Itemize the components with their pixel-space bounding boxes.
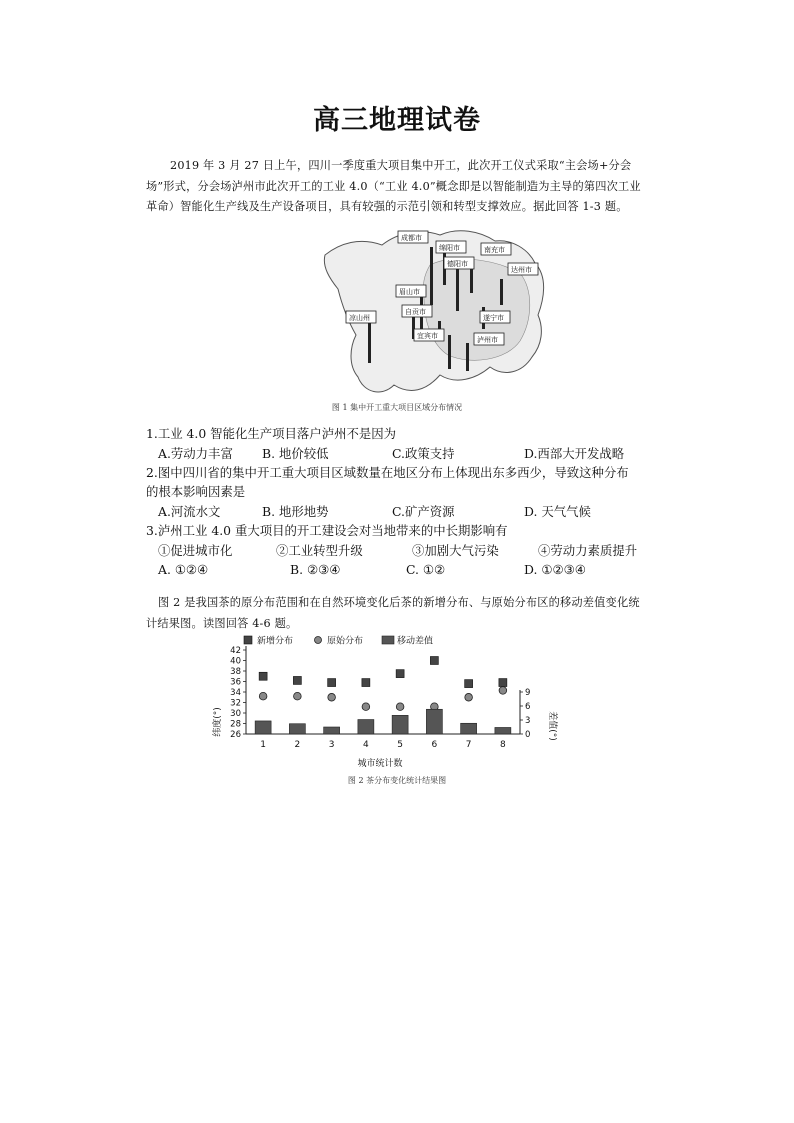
- x-tick-label: 8: [500, 740, 506, 750]
- chart-marks: [255, 657, 511, 735]
- project-bar: [456, 269, 459, 311]
- city-label-mianyang: [436, 241, 466, 253]
- original-distribution-point: [465, 693, 473, 701]
- city-label-deyang: [444, 257, 474, 269]
- question-3-option-c: C. ①②: [406, 562, 446, 577]
- y-tick-label-left: 36: [230, 677, 241, 688]
- diff-bar: [255, 721, 271, 734]
- chart-legend: [244, 635, 433, 647]
- svg-text:成都市: 成都市: [401, 234, 422, 242]
- project-bar: [466, 343, 469, 371]
- city-label-dazhou: [508, 263, 538, 275]
- y-tick-label-right: 3: [525, 716, 531, 726]
- new-distribution-point: [430, 657, 438, 665]
- figure-2-intro: 图 2 是我国茶的原分布范围和在自然环境变化后茶的新增分布、与原始分布区的移动差值变化统计结果图。读图回答 4-6 题。: [146, 596, 640, 630]
- x-tick-label: 6: [431, 740, 438, 750]
- svg-text:南充市: 南充市: [484, 246, 505, 254]
- project-bar: [500, 279, 503, 305]
- question-3-option-d: D. ①②③④: [524, 562, 586, 577]
- question-2-text-line2: 的根本影响因素是: [146, 484, 246, 499]
- diff-bar: [392, 715, 408, 734]
- sichuan-project-map: [320, 225, 550, 400]
- chart-axes: [230, 646, 530, 750]
- legend-marker-bar: [382, 636, 394, 644]
- svg-text:自贡市: 自贡市: [405, 308, 426, 316]
- y-tick-label-left: 38: [230, 667, 241, 677]
- svg-text:泸州市: 泸州市: [477, 336, 498, 344]
- question-2-option-d: D. 天气气候: [524, 504, 591, 519]
- original-distribution-point: [259, 692, 267, 700]
- original-distribution-point: [328, 693, 336, 701]
- question-1-option-a: A.劳动力丰富: [158, 446, 233, 461]
- city-label-chengdu: [398, 231, 428, 243]
- question-1-option-d: D.西部大开发战略: [524, 446, 625, 461]
- x-tick-label: 1: [260, 740, 266, 750]
- question-3-text: 3.泸州工业 4.0 重大项目的开工建设会对当地带来的中长期影响有: [146, 523, 508, 538]
- question-3-item-3: ③加剧大气污染: [412, 543, 499, 558]
- y-tick-label-left: 42: [230, 646, 241, 656]
- legend-marker-circle: [315, 637, 322, 644]
- y-tick-label-left: 32: [230, 698, 241, 709]
- svg-text:绵阳市: 绵阳市: [439, 244, 460, 252]
- diff-bar: [324, 727, 340, 734]
- svg-text:德阳市: 德阳市: [447, 260, 468, 268]
- svg-text:宜宾市: 宜宾市: [417, 332, 438, 340]
- y-tick-label-right: 9: [525, 688, 531, 698]
- y-tick-label-left: 26: [230, 730, 241, 740]
- svg-text:凉山州: 凉山州: [349, 314, 370, 322]
- y-axis-label-left: 纬度(°): [213, 707, 223, 737]
- y-tick-label-right: 6: [525, 702, 531, 712]
- x-tick-label: 7: [465, 740, 472, 750]
- y-tick-label-right: 0: [525, 730, 531, 740]
- svg-text:遂宁市: 遂宁市: [483, 314, 504, 322]
- y-tick-label-left: 34: [230, 688, 241, 698]
- y-tick-label-left: 30: [230, 709, 241, 719]
- question-2-option-b: B. 地形地势: [262, 504, 329, 519]
- legend-label: 原始分布: [327, 636, 364, 647]
- original-distribution-point: [294, 692, 302, 700]
- y-tick-label-left: 40: [230, 656, 241, 667]
- new-distribution-point: [465, 680, 473, 688]
- project-bar: [448, 335, 451, 369]
- city-label-liangshan: [346, 311, 376, 323]
- svg-text:眉山市: 眉山市: [399, 288, 420, 296]
- chart-caption: 图 2 茶分布变化统计结果图: [347, 776, 447, 785]
- question-1-option-b: B. 地价较低: [262, 446, 329, 461]
- x-tick-label: 5: [397, 740, 403, 750]
- city-label-meishan: [396, 285, 426, 297]
- y-axis-label-right: 差值(°): [547, 711, 557, 741]
- legend-label: 移动差值: [397, 636, 434, 647]
- question-2-option-a: A.河流水文: [158, 504, 221, 519]
- new-distribution-point: [259, 672, 267, 680]
- question-3-option-b: B. ②③④: [290, 562, 341, 577]
- diff-bar: [495, 727, 511, 734]
- x-tick-label: 2: [294, 740, 301, 750]
- map-caption: 图 1 集中开工重大项目区域分布情况: [331, 403, 463, 412]
- city-label-suining: [480, 311, 510, 323]
- tea-distribution-chart: [210, 634, 560, 774]
- svg-text:达州市: 达州市: [511, 266, 532, 274]
- y-tick-label-left: 28: [230, 719, 241, 730]
- question-3-item-1: ①促进城市化: [158, 543, 233, 558]
- original-distribution-point: [396, 703, 404, 711]
- x-tick-label: 4: [363, 740, 369, 750]
- city-label-yibin: [414, 329, 444, 341]
- original-distribution-point: [499, 687, 507, 695]
- x-axis-label: 城市统计数: [357, 759, 403, 769]
- diff-bar: [358, 720, 374, 734]
- page-title: 高三地理试卷: [313, 105, 481, 136]
- city-label-luzhou: [474, 333, 504, 345]
- diff-bar: [461, 723, 477, 734]
- city-label-nanchong: [481, 243, 511, 255]
- x-tick-label: 3: [328, 740, 335, 750]
- legend-marker-square: [244, 636, 252, 644]
- original-distribution-point: [362, 703, 370, 711]
- new-distribution-point: [396, 670, 404, 678]
- question-3-item-2: ②工业转型升级: [276, 543, 363, 558]
- intro-paragraph: 2019 年 3 月 27 日上午，四川一季度重大项目集中开工，此次开工仪式采取“主会场+分会场”形式，分会场泸州市此次开工的工业 4.0（“工业 4.0”概念即是以智能制造为主导的第四次工业革命）智能化生产线及生产设备项目，具有较强的示范引领和转型支撑效应。据此回答 1-3 题。: [146, 159, 641, 213]
- city-label-zigong: [402, 305, 432, 317]
- legend-label: 新增分布: [257, 636, 294, 647]
- question-2-option-c: C.矿产资源: [392, 504, 455, 519]
- new-distribution-point: [499, 679, 507, 687]
- question-3-option-a: A. ①②④: [158, 562, 209, 577]
- question-2-text-line1: 2.图中四川省的集中开工重大项目区域数量在地区分布上体现出东多西少，导致这种分布: [146, 465, 629, 480]
- new-distribution-point: [328, 679, 336, 687]
- new-distribution-point: [362, 679, 370, 687]
- new-distribution-point: [293, 676, 301, 684]
- diff-bar: [289, 724, 305, 734]
- question-3-item-4: ④劳动力素质提升: [538, 543, 638, 558]
- diff-bar: [426, 709, 442, 734]
- question-1-option-c: C.政策支持: [392, 446, 455, 461]
- question-1-text: 1.工业 4.0 智能化生产项目落户泸州不是因为: [146, 426, 397, 441]
- project-bar: [430, 247, 433, 305]
- project-bar: [368, 317, 371, 363]
